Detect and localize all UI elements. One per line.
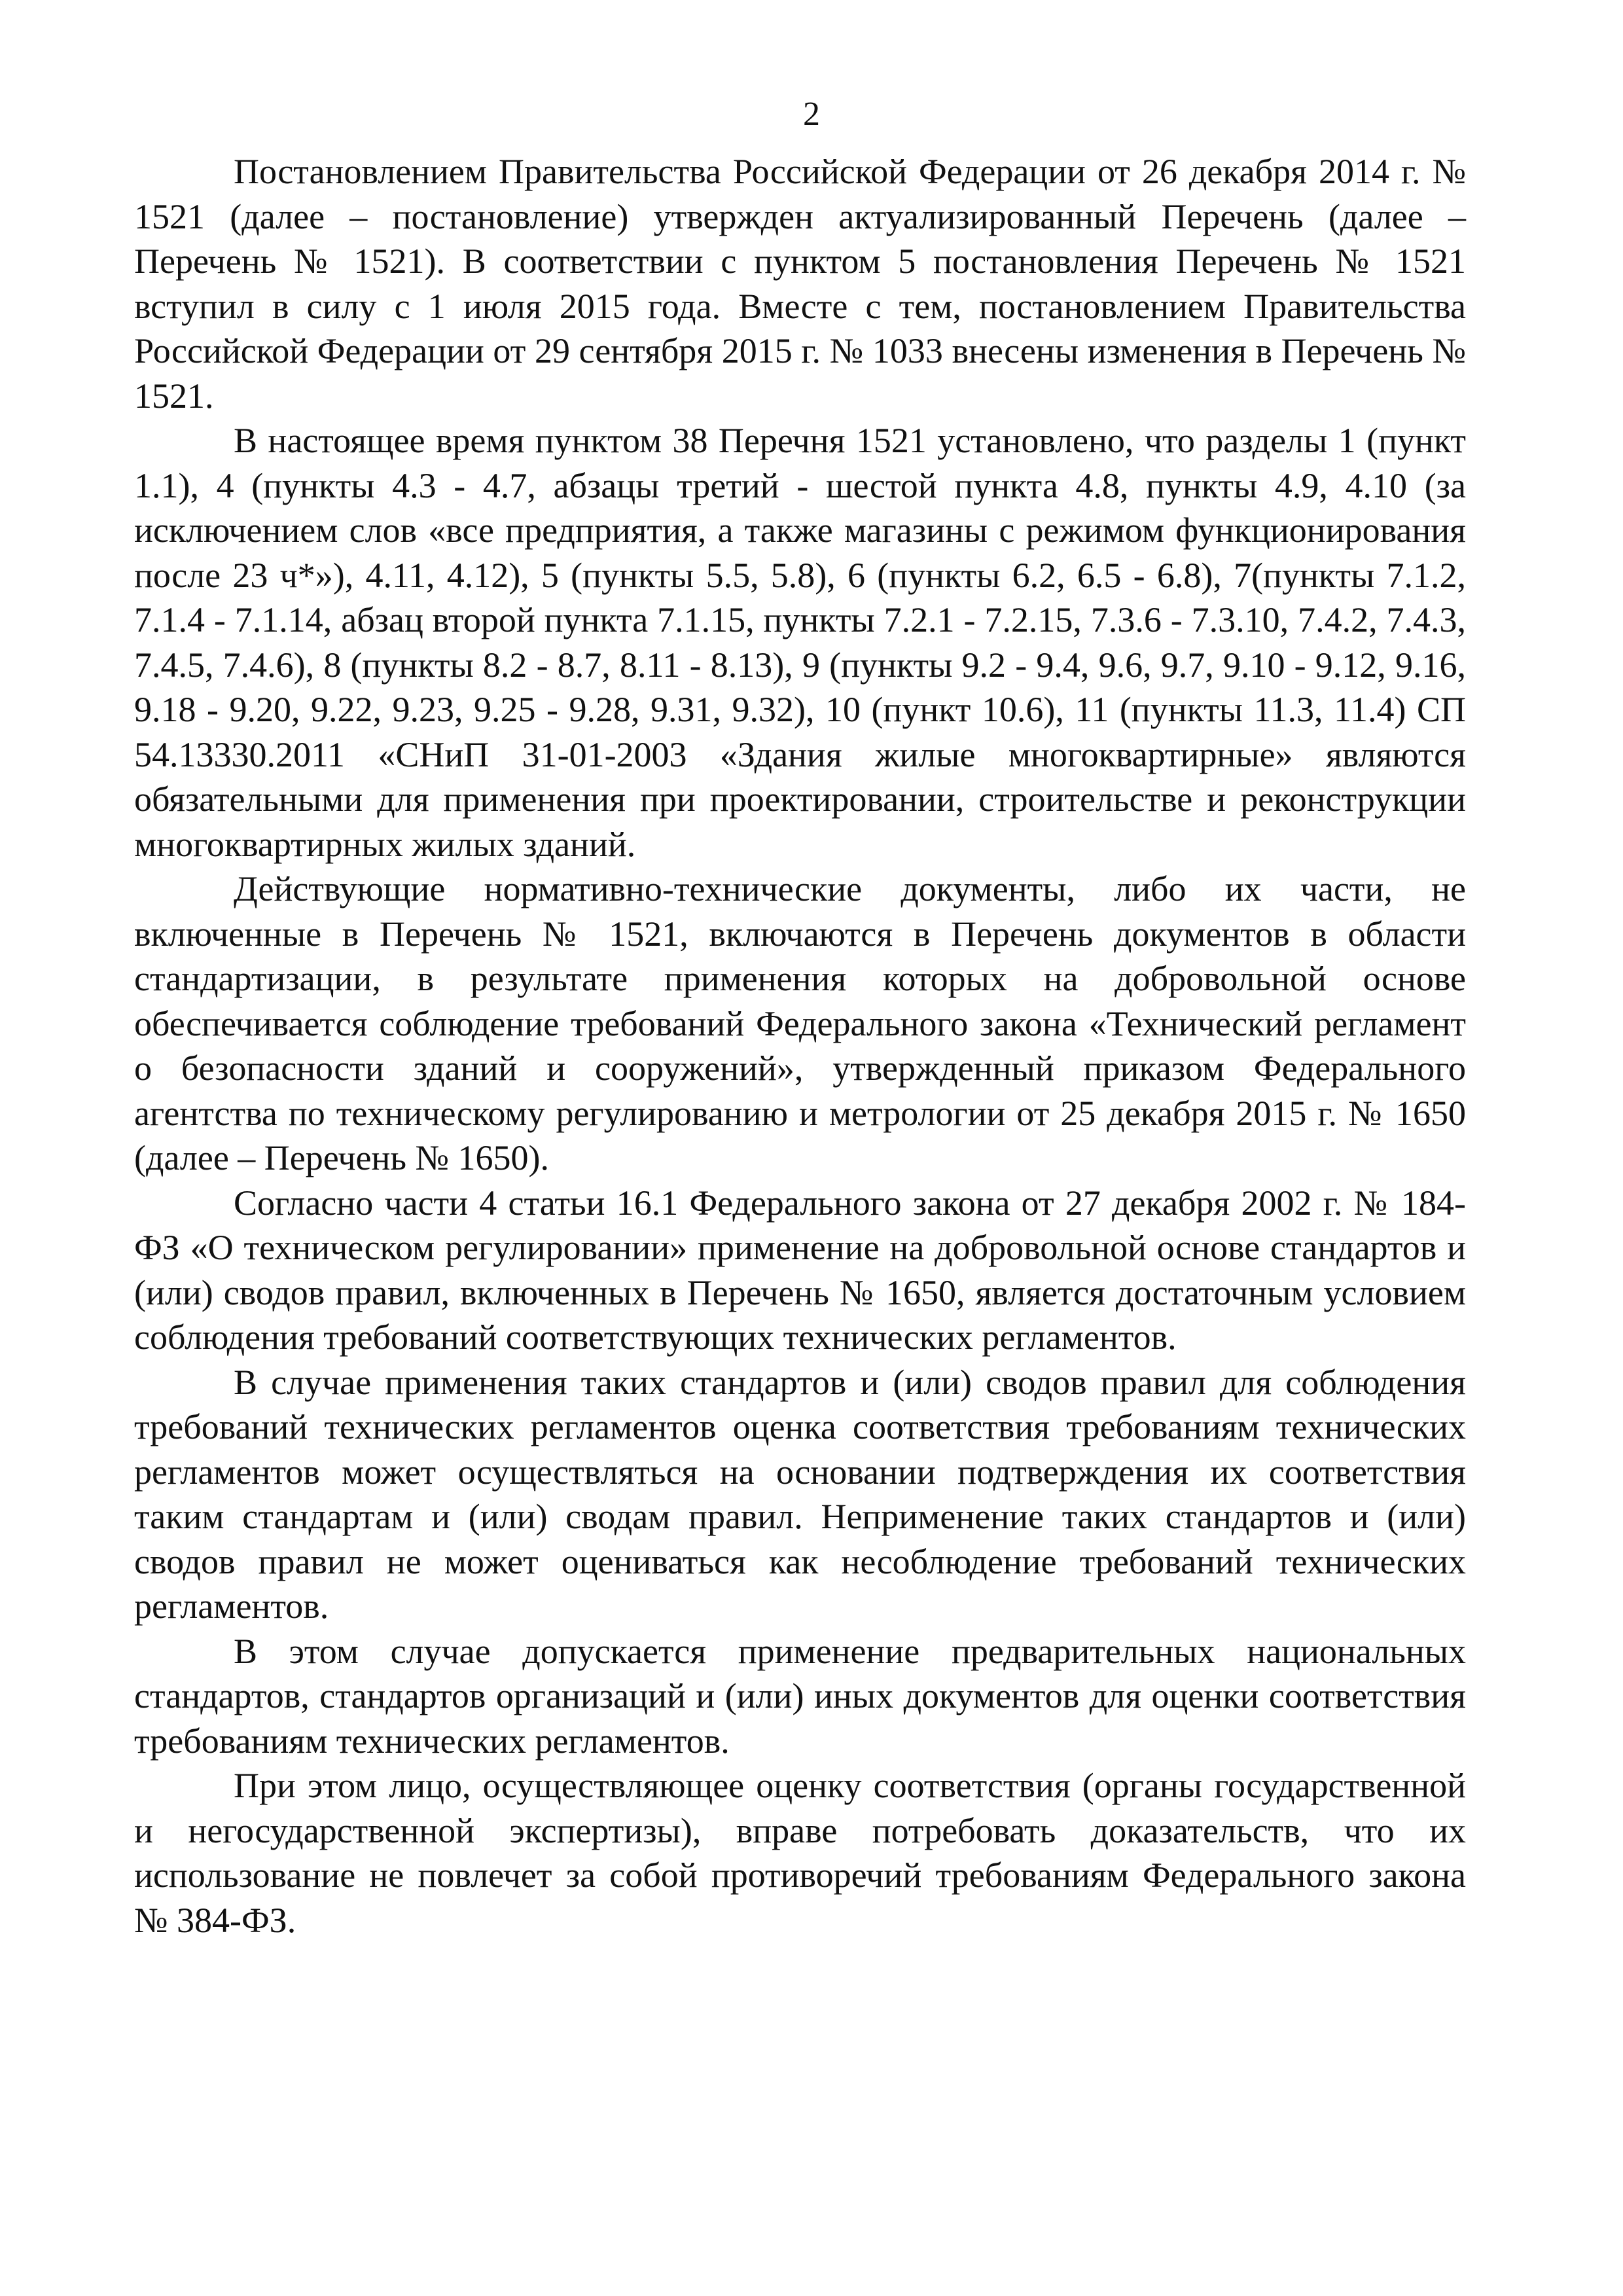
document-body — [134, 149, 1466, 1943]
paragraph: Согласно части 4 статьи 16.1 Федерального закона от 27 декабря 2002 г. № 184-ФЗ «О техническом регулировании» применение на добровольной основе стандартов и (или) сводов правил, включенных в Перечень № 1650, является достаточным условием соблюдения требований соответствующих технических регламентов. — [134, 1183, 1466, 1357]
paragraph: В случае применения таких стандартов и (или) сводов правил для соблюдения требований технических регламентов оценка соответствия требованиям технических регламентов может осуществляться на основании подтверждения их соответствия таким стандартам и (или) сводам правил. Неприменение таких стандартов и (или) сводов правил не может оцениваться как несоблюдение требований технических регламентов. — [134, 1362, 1466, 1626]
paragraph: Действующие нормативно-технические документы, либо их части, не включенные в Перечень № 1521, включаются в Перечень документов в области стандартизации, в результате применения которых на добровольной основе обеспечивается соблюдение требований Федерального закона «Технический регламент о безопасности зданий и сооружений», утвержденный приказом Федерального агентства по техническому регулированию и метрологии от 25 декабря 2015 г. № 1650 (далее – Перечень № 1650). — [134, 869, 1466, 1177]
paragraph: В настоящее время пунктом 38 Перечня 1521 установлено, что разделы 1 (пункт 1.1), 4 (пункты 4.3 - 4.7, абзацы третий - шестой пункта 4.8, пункты 4.9, 4.10 (за исключением слов «все предприятия, а также магазины с режимом функционирования после 23 ч*»), 4.11, 4.12), 5 (пункты 5.5, 5.8), 6 (пункты 6.2, 6.5 - 6.8), 7(пункты 7.1.2, 7.1.4 - 7.1.14, абзац второй пункта 7.1.15, пункты 7.2.1 - 7.2.15, 7.3.6 - 7.3.10, 7.4.2, 7.4.3, 7.4.5, 7.4.6), 8 (пункты 8.2 - 8.7, 8.11 - 8.13), 9 (пункты 9.2 - 9.4, 9.6, 9.7, 9.10 - 9.12, 9.16, 9.18 - 9.20, 9.22, 9.23, 9.25 - 9.28, 9.31, 9.32), 10 (пункт 10.6), 11 (пункты 11.3, 11.4) СП 54.13330.2011 «СНиП 31-01-2003 «Здания жилые многоквартирные» являются обязательными для применения при проектировании, строительстве и реконструкции многоквартирных жилых зданий. — [134, 421, 1466, 864]
paragraph: Постановлением Правительства Российской Федерации от 26 декабря 2014 г. № 1521 (далее – постановление) утвержден актуализированный Перечень (далее – Перечень № 1521). В соответствии с пунктом 5 постановления Перечень № 1521 вступил в силу с 1 июля 2015 года. Вместе с тем, постановлением Правительства Российской Федерации от 29 сентября 2015 г. № 1033 внесены изменения в Перечень № 1521. — [134, 152, 1466, 416]
paragraph: В этом случае допускается применение предварительных национальных стандартов, стандартов организаций и (или) иных документов для оценки соответствия требованиям технических регламентов. — [134, 1631, 1466, 1761]
paragraph: При этом лицо, осуществляющее оценку соответствия (органы государственной и негосударственной экспертизы), вправе потребовать доказательств, что их использование не повлечет за собой противоречий требованиям Федерального закона № 384-ФЗ. — [134, 1766, 1466, 1940]
page-number: 2 — [803, 96, 820, 133]
